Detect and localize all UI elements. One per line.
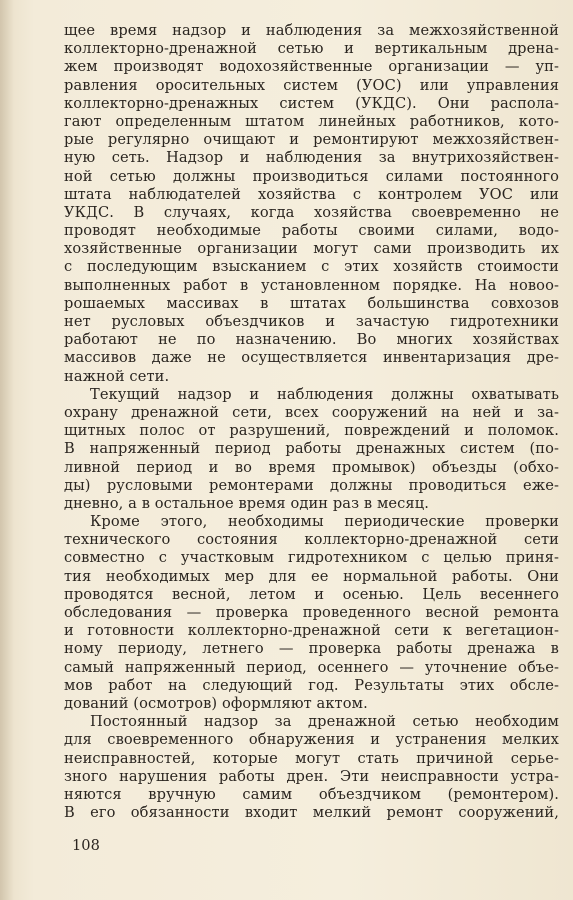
text-line: для своевременного обнаружения и устранения мелких [64,731,559,749]
text-line: проводят необходимые работы своими силами, водо- [64,222,559,240]
text-line: В его обязанности входит мелкий ремонт сооружений, [64,804,559,822]
page-number: 108 [72,837,100,854]
text-line: зного нарушения работы дрен. Эти неисправности устра- [64,767,559,785]
text-line: дований (осмотров) оформляют актом. [64,694,368,712]
text-line: обследования — проверка проведенного весной ремонта [64,604,559,621]
text-line: охрану дренажной сети, всех сооружений на ней и за- [64,403,559,421]
text-line: штата наблюдателей хозяйства с контролем УОС или [64,185,559,203]
text-line: хозяйственные организации могут сами производить их [64,240,559,258]
text-line: жем производят водохозяйственные организации — уп- [64,58,559,76]
text-line: работают не по назначению. Во многих хозяйствах [64,331,559,349]
text-line: самый напряженный период, осеннего — уточнение объе- [64,658,559,676]
text-line: рошаемых массивах в штатах большинства совхозов [64,294,559,312]
paragraph-first-line: Кроме этого, необходимы периодические проверки [90,513,559,531]
text-line: ной сетью должны производиться силами постоянного [64,167,559,185]
text-line: ному периоду, летнего — проверка работы дренажа в [64,640,559,658]
text-line: ную сеть. Надзор и наблюдения за внутрихозяйствен- [64,149,559,167]
text-line: УКДС. В случаях, когда хозяйства своевременно не [64,203,559,221]
text-line: дневно, а в остальное время один раз в месяц. [64,494,429,512]
text-line: коллекторно-дренажной сетью и вертикальным дрена- [64,40,559,58]
text-line: массивов даже не осуществляется инвентаризация дре- [64,349,559,367]
text-line: нет русловых объездчиков и зачастую гидротехники [64,313,559,330]
paragraph-first-line: Постоянный надзор за дренажной сетью необходим [90,713,559,731]
body-text [64,22,559,822]
text-line: мов работ на следующий год. Результаты этих обсле- [64,676,559,694]
text-line: щее время надзор и наблюдения за межхозяйственной [64,22,559,39]
text-line: ливной период и во время промывок) объезды (обхо- [64,458,559,476]
text-line: няются вручную самим объездчиком (ремонтером). [64,785,559,803]
text-line: щитных полос от разрушений, повреждений и поломок. [64,422,559,440]
text-line: и готовности коллекторно-дренажной сети к вегетацион- [64,622,559,640]
text-line: равления оросительных систем (УОС) или управления [64,76,559,94]
text-line: коллекторно-дренажных систем (УКДС). Они распола- [64,94,559,112]
text-line: технического состояния коллекторно-дренажной сети [64,531,559,549]
page-gutter-shadow [0,0,14,900]
text-line: совместно с участковым гидротехником с целью приня- [64,549,559,567]
paragraph-first-line: Текущий надзор и наблюдения должны охватывать [90,385,559,403]
text-line: тия необходимых мер для ее нормальной работы. Они [64,567,559,585]
text-line: гают определенным штатом линейных работников, кото- [64,112,559,130]
text-line: рые регулярно очищают и ремонтируют межхозяйствен- [64,131,559,149]
text-line: проводятся весной, летом и осенью. Цель весеннего [64,585,559,603]
text-line: неисправностей, которые могут стать причиной серье- [64,749,559,767]
text-line: ды) русловыми ремонтерами должны проводиться еже- [64,476,559,494]
text-line: с последующим взысканием с этих хозяйств стоимости [64,258,559,276]
text-line: нажной сети. [64,367,170,385]
text-line: выполненных работ в установленном порядке. На новоо- [64,276,559,294]
text-line: В напряженный период работы дренажных систем (по- [64,440,559,458]
